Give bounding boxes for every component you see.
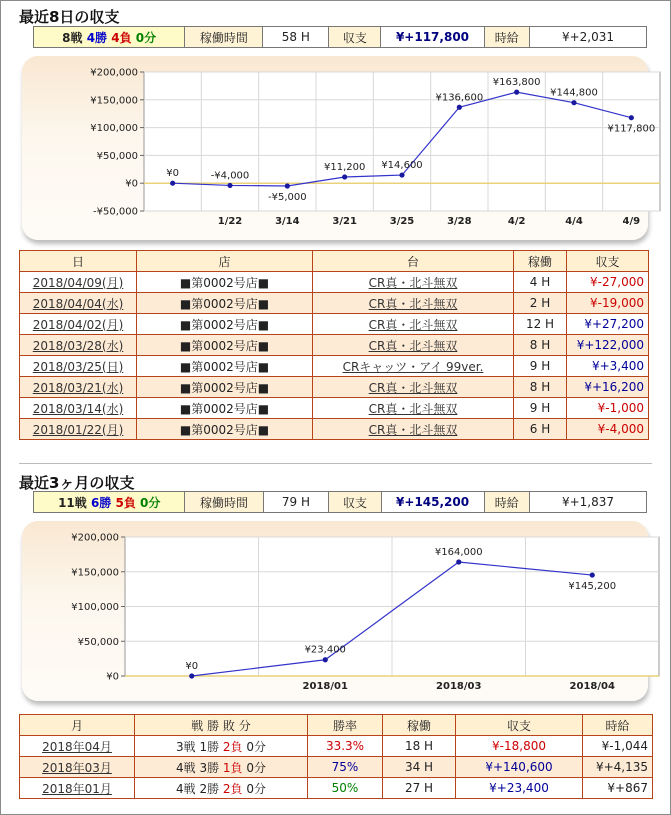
draws-count: 0分 — [246, 781, 267, 796]
data-point — [170, 181, 175, 186]
machine-cell — [313, 335, 514, 356]
wins-count: 3勝 — [199, 760, 220, 775]
losses-count: 4負 — [111, 30, 132, 45]
history-table-recent-days — [19, 250, 649, 440]
wins-count: 6勝 — [90, 495, 112, 510]
table-row — [20, 398, 649, 419]
table-row — [20, 757, 653, 778]
hours-value: 79 H — [263, 492, 329, 513]
battles-count: 4戦 — [175, 760, 196, 775]
x-tick-label: 2018/04 — [569, 681, 615, 692]
balance-cell: ¥-18,800 — [456, 736, 583, 757]
data-point — [514, 90, 519, 95]
table-header-row — [20, 251, 649, 272]
data-label: ¥164,000 — [434, 547, 483, 559]
date-cell — [20, 293, 137, 314]
table-row — [20, 356, 649, 377]
losses-count: 1負 — [222, 760, 243, 775]
section-title-recent-days: 最近8日の収支 — [19, 8, 120, 26]
section-divider — [19, 463, 652, 464]
hourly-value: ¥+2,031 — [529, 27, 646, 48]
month-link[interactable]: 2018年04月 — [42, 739, 112, 754]
hours-cell: 4 H — [514, 272, 567, 293]
balance-label: 収支 — [329, 27, 381, 48]
col-header-hours: 稼働 — [383, 715, 456, 736]
record-cell — [135, 736, 308, 757]
month-cell — [20, 778, 135, 799]
balance-cell: ¥-4,000 — [567, 419, 649, 440]
y-tick-label: ¥100,000 — [71, 602, 119, 613]
balance-cell: ¥+27,200 — [567, 314, 649, 335]
data-label: ¥163,800 — [492, 77, 541, 89]
date-link[interactable]: 2018/03/28(水) — [32, 338, 124, 353]
store-cell: ■第0002号店■ — [137, 398, 313, 419]
x-tick-label: 4/2 — [507, 216, 526, 227]
balance-cell: ¥+140,600 — [456, 757, 583, 778]
machine-link[interactable]: CR真・北斗無双 — [368, 380, 458, 395]
store-cell: ■第0002号店■ — [137, 293, 313, 314]
table-row — [20, 293, 649, 314]
col-header-hours: 稼働 — [514, 251, 567, 272]
table-row — [20, 335, 649, 356]
hourly-value: ¥+1,837 — [529, 492, 646, 513]
store-cell: ■第0002号店■ — [137, 419, 313, 440]
date-link[interactable]: 2018/04/09(月) — [32, 275, 124, 290]
col-header-balance: 収支 — [456, 715, 583, 736]
data-label: ¥136,600 — [435, 92, 484, 104]
record-cell — [34, 27, 185, 48]
losses-count: 5負 — [115, 495, 136, 510]
machine-link[interactable]: CR真・北斗無双 — [368, 275, 458, 290]
store-cell: ■第0002号店■ — [137, 335, 313, 356]
hours-label: 稼働時間 — [185, 27, 263, 48]
y-tick-label: ¥0 — [106, 671, 119, 683]
data-point — [590, 572, 595, 577]
balance-value: ¥+145,200 — [381, 492, 484, 513]
summary-bar-recent-months — [33, 491, 647, 513]
machine-link[interactable]: CRキャッツ・アイ 99ver. — [342, 359, 484, 374]
x-tick-label: 3/25 — [389, 216, 415, 227]
y-tick-label: ¥100,000 — [90, 123, 138, 135]
table-row — [20, 736, 653, 757]
hours-value: 58 H — [263, 27, 329, 48]
data-label: ¥0 — [185, 661, 199, 672]
record-cell — [135, 778, 308, 799]
chart-panel-recent-days — [22, 56, 656, 240]
draws-count: 0分 — [135, 30, 157, 45]
month-cell — [20, 736, 135, 757]
x-tick-label: 4/9 — [622, 216, 641, 227]
x-tick-label: 1/22 — [217, 216, 243, 227]
date-cell — [20, 377, 137, 398]
machine-link[interactable]: CR真・北斗無双 — [368, 422, 458, 437]
machine-cell — [313, 272, 514, 293]
data-label: ¥145,200 — [568, 581, 617, 593]
losses-count: 2負 — [222, 781, 243, 796]
col-header-hourly: 時給 — [583, 715, 653, 736]
win-rate-cell: 75% — [308, 757, 383, 778]
data-point — [457, 105, 462, 110]
col-header-machine: 台 — [313, 251, 514, 272]
x-tick-label: 2018/01 — [302, 681, 348, 692]
data-point — [189, 673, 194, 678]
machine-cell — [313, 293, 514, 314]
battles-count: 4戦 — [175, 781, 196, 796]
data-label: -¥5,000 — [268, 191, 307, 203]
hours-cell: 18 H — [383, 736, 456, 757]
wins-count: 2勝 — [199, 781, 220, 796]
machine-cell — [313, 356, 514, 377]
store-cell: ■第0002号店■ — [137, 314, 313, 335]
y-tick-label: ¥150,000 — [71, 567, 119, 579]
date-cell — [20, 356, 137, 377]
machine-cell — [313, 398, 514, 419]
y-tick-label: ¥150,000 — [90, 95, 138, 107]
data-point — [227, 183, 232, 188]
hours-cell: 12 H — [514, 314, 567, 335]
summary-bar-recent-days — [33, 26, 647, 48]
col-header-store: 店 — [137, 251, 313, 272]
win-rate-cell: 50% — [308, 778, 383, 799]
data-label: ¥23,400 — [304, 644, 346, 656]
data-label: ¥0 — [166, 168, 180, 180]
machine-cell — [313, 419, 514, 440]
table-header-row — [20, 715, 653, 736]
table-row — [20, 778, 653, 799]
balance-cell: ¥+3,400 — [567, 356, 649, 377]
machine-link[interactable]: CR真・北斗無双 — [368, 296, 458, 311]
col-header-record: 戦 勝 敗 分 — [135, 715, 308, 736]
hours-cell: 8 H — [514, 335, 567, 356]
date-link[interactable]: 2018/01/22(月) — [32, 422, 124, 437]
y-tick-label: ¥200,000 — [90, 67, 138, 79]
wins-count: 1勝 — [199, 739, 220, 754]
data-point — [342, 174, 347, 179]
col-header-rate: 勝率 — [308, 715, 383, 736]
y-tick-label: ¥50,000 — [77, 636, 119, 648]
hours-cell: 8 H — [514, 377, 567, 398]
date-cell — [20, 314, 137, 335]
x-tick-label: 3/28 — [447, 216, 472, 227]
date-link[interactable]: 2018/04/02(月) — [32, 317, 124, 332]
machine-cell — [313, 314, 514, 335]
store-cell: ■第0002号店■ — [137, 356, 313, 377]
store-cell: ■第0002号店■ — [137, 377, 313, 398]
hourly-cell: ¥+867 — [583, 778, 653, 799]
losses-count: 2負 — [222, 739, 243, 754]
table-row — [20, 272, 649, 293]
win-rate-cell: 33.3% — [308, 736, 383, 757]
x-tick-label: 3/14 — [275, 216, 300, 227]
hours-cell: 9 H — [514, 356, 567, 377]
section-title-recent-months: 最近3ヶ月の収支 — [19, 474, 135, 492]
draws-count: 0分 — [140, 495, 161, 510]
x-tick-label: 3/21 — [332, 216, 357, 227]
date-link[interactable]: 2018/03/25(日) — [32, 359, 124, 374]
balance-label: 収支 — [329, 492, 381, 513]
date-link[interactable]: 2018/03/21(水) — [32, 380, 124, 395]
balance-cell: ¥-27,000 — [567, 272, 649, 293]
month-cell — [20, 757, 135, 778]
data-label: ¥11,200 — [323, 161, 366, 173]
battles-count: 8戦 — [62, 30, 83, 45]
col-header-date: 日 — [20, 251, 137, 272]
battles-count: 11戦 — [58, 495, 87, 510]
hours-cell: 9 H — [514, 398, 567, 419]
hourly-label: 時給 — [484, 27, 529, 48]
x-tick-label: 2018/03 — [436, 681, 482, 692]
balance-value: ¥+117,800 — [381, 27, 484, 48]
data-label: ¥144,800 — [550, 87, 598, 99]
col-header-balance: 収支 — [567, 251, 649, 272]
monthly-table — [19, 714, 653, 799]
balance-cell: ¥+16,200 — [567, 377, 649, 398]
data-point — [571, 100, 576, 105]
machine-link[interactable]: CR真・北斗無双 — [368, 317, 458, 332]
hours-cell: 6 H — [514, 419, 567, 440]
data-point — [399, 172, 404, 177]
y-tick-label: ¥200,000 — [71, 532, 119, 544]
data-point — [285, 183, 290, 188]
date-cell — [20, 419, 137, 440]
y-tick-label: -¥50,000 — [93, 206, 138, 218]
table-row — [20, 314, 649, 335]
balance-cell: ¥+23,400 — [456, 778, 583, 799]
hourly-cell: ¥-1,044 — [583, 736, 653, 757]
machine-cell — [313, 377, 514, 398]
balance-cell: ¥+122,000 — [567, 335, 649, 356]
date-link[interactable]: 2018/04/04(水) — [32, 296, 124, 311]
x-tick-label: 4/4 — [565, 216, 583, 227]
date-link[interactable]: 2018/03/14(水) — [32, 401, 124, 416]
data-label: ¥117,800 — [607, 123, 656, 135]
y-tick-label: ¥0 — [125, 178, 138, 190]
data-point — [629, 115, 634, 120]
data-point — [456, 559, 461, 564]
hours-cell: 27 H — [383, 778, 456, 799]
data-point — [323, 657, 328, 662]
line-chart-recent-months — [22, 521, 648, 701]
record-cell — [34, 492, 185, 513]
col-header-month: 月 — [20, 715, 135, 736]
hourly-label: 時給 — [484, 492, 529, 513]
hours-cell: 2 H — [514, 293, 567, 314]
hours-label: 稼働時間 — [185, 492, 263, 513]
wins-count: 4勝 — [86, 30, 108, 45]
draws-count: 0分 — [246, 739, 267, 754]
draws-count: 0分 — [246, 760, 267, 775]
data-label: -¥4,000 — [210, 170, 250, 182]
date-cell — [20, 335, 137, 356]
data-label: ¥14,600 — [381, 160, 423, 172]
line-chart-recent-days — [22, 56, 656, 240]
date-cell — [20, 398, 137, 419]
table-row — [20, 377, 649, 398]
balance-cell: ¥-19,000 — [567, 293, 649, 314]
machine-link[interactable]: CR真・北斗無双 — [368, 338, 458, 353]
chart-panel-recent-months — [22, 521, 648, 701]
battles-count: 3戦 — [175, 739, 196, 754]
record-cell — [135, 757, 308, 778]
hours-cell: 34 H — [383, 757, 456, 778]
balance-cell: ¥-1,000 — [567, 398, 649, 419]
date-cell — [20, 272, 137, 293]
store-cell: ■第0002号店■ — [137, 272, 313, 293]
y-tick-label: ¥50,000 — [96, 150, 138, 162]
month-link[interactable]: 2018年03月 — [42, 760, 112, 775]
hourly-cell: ¥+4,135 — [583, 757, 653, 778]
table-row — [20, 419, 649, 440]
machine-link[interactable]: CR真・北斗無双 — [368, 401, 458, 416]
month-link[interactable]: 2018年01月 — [42, 781, 112, 796]
